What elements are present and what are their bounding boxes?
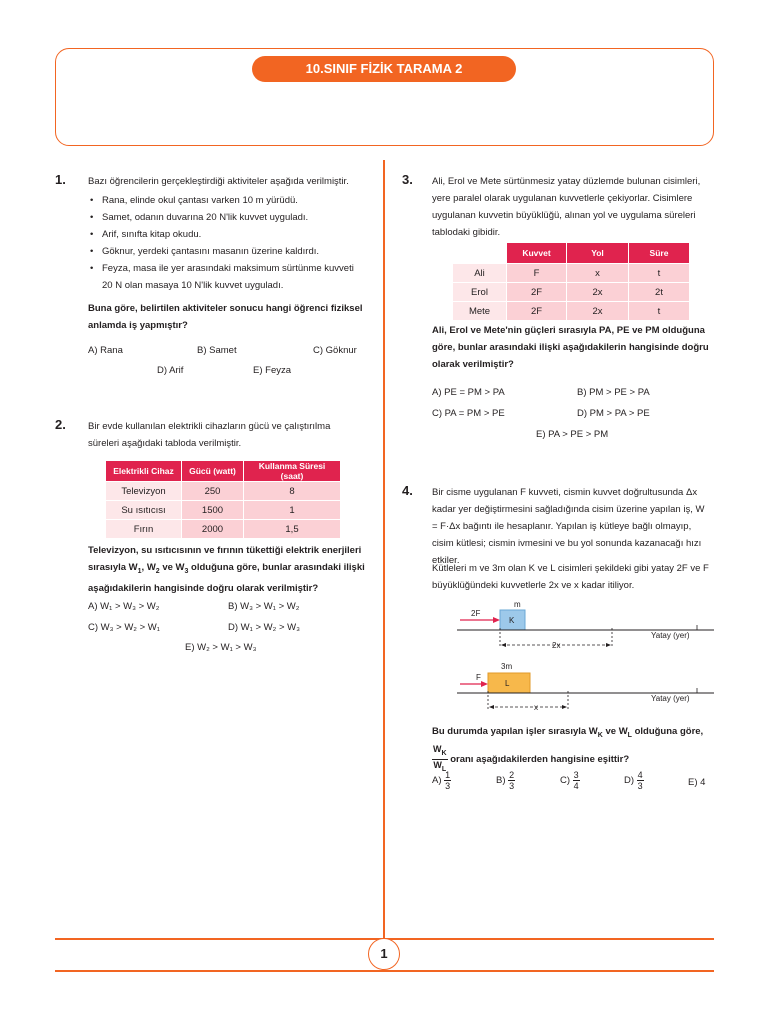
q3-option-b[interactable]: B) PM > PE > PA bbox=[577, 387, 650, 398]
q3-question: Ali, Erol ve Mete'nin güçleri sırasıyla PA, PE ve PM olduğuna göre, bunlar arasındaki ilişki aşağıdakilerin hangisinde doğru olarak verilmiştir? bbox=[432, 325, 709, 370]
q1-option-d[interactable]: D) Arif bbox=[157, 365, 184, 376]
k-distance-arrowhead-left bbox=[501, 643, 506, 647]
l-distance-arrowhead-right bbox=[562, 705, 567, 709]
table-cell: 2F bbox=[507, 283, 567, 302]
q3-force-table bbox=[452, 242, 690, 321]
list-item: • Rana, elinde okul çantası varken 10 m yürüdü. bbox=[88, 192, 364, 209]
table-cell: 2x bbox=[567, 302, 629, 321]
q2-option-a[interactable]: A) W₁ > W₃ > W₂ bbox=[88, 601, 160, 612]
k-block-label: K bbox=[509, 616, 515, 625]
q3-option-e[interactable]: E) PA > PE > PM bbox=[536, 429, 609, 440]
table-header-cell: Gücü (watt) bbox=[182, 461, 244, 482]
option-letter: B) bbox=[496, 775, 506, 787]
denominator: 3 bbox=[445, 781, 451, 791]
option-letter: D) bbox=[624, 775, 635, 787]
option-fraction bbox=[508, 770, 515, 791]
q4-option-b[interactable] bbox=[496, 770, 515, 791]
q1-option-b[interactable]: B) Samet bbox=[197, 345, 237, 356]
table-cell: x bbox=[567, 264, 629, 283]
q4-intro: Bir cisme uygulanan F kuvveti, cismin kuvvet doğrultusunda Δx kadar yer değiştirmesini sağladığında cisim üzerine yapılan iş, W = F·Δx bağıntı ile hesaplanır. Yapılan iş kütleye bağlı olmayıp, cisim kütlesi; cismin ivmesini ve bu yol sonunda kazanacağı hızı etkiler. bbox=[432, 487, 705, 566]
q2-question: Televizyon, su ısıtıcısının ve fırının tükettiği elektrik enerjileri sırasıyla $W_1$, $W_2$ ve $W_3$ olduğuna göre, bunlar arasındaki ilişki aşağıdakilerin hangisinde doğru olarak verilmiştir? bbox=[88, 545, 365, 594]
denominator: 3 bbox=[637, 781, 643, 791]
numerator: 2 bbox=[509, 770, 515, 780]
table-row bbox=[453, 283, 690, 302]
q1-block bbox=[88, 173, 364, 334]
l-force-arrowhead bbox=[481, 681, 488, 687]
table-cell: F bbox=[507, 264, 567, 283]
ground-label-top: Yatay (yer) bbox=[651, 631, 690, 640]
q4-option-a[interactable] bbox=[432, 770, 451, 791]
table-cell: Su ısıtıcısı bbox=[106, 501, 182, 520]
option-fraction bbox=[637, 770, 644, 791]
table-header-row bbox=[106, 461, 341, 482]
q1-option-e[interactable]: E) Feyza bbox=[253, 365, 292, 376]
table-cell: 1,5 bbox=[244, 520, 341, 539]
q4-option-c[interactable] bbox=[560, 770, 580, 791]
q3-option-d[interactable]: D) PM > PA > PE bbox=[577, 408, 650, 419]
table-cell: Ali bbox=[453, 264, 507, 283]
table-cell: Erol bbox=[453, 283, 507, 302]
table-header-cell: Süre bbox=[629, 243, 690, 264]
q2-option-b[interactable]: B) W₃ > W₁ > W₂ bbox=[228, 601, 300, 612]
option-fraction bbox=[444, 770, 451, 791]
q2-intro: Bir evde kullanılan elektrikli cihazların gücü ve çalıştırılma süreleri aşağıdaki tabloda verilmiştir. bbox=[88, 421, 331, 449]
q2-question-part-a: Televizyon, su ısıtıcısının ve fırının tükettiği elektrik enerjileri sırasıyla W bbox=[88, 545, 362, 573]
table-header-cell bbox=[453, 243, 507, 264]
q3-option-c[interactable]: C) PA = PM > PE bbox=[432, 408, 505, 419]
q4-number: 4. bbox=[402, 483, 413, 498]
numerator: 4 bbox=[637, 770, 643, 780]
l-distance-arrowhead-left bbox=[489, 705, 494, 709]
table-cell: 2F bbox=[507, 302, 567, 321]
q2-option-e[interactable]: E) W₂ > W₁ > W₃ bbox=[185, 642, 257, 653]
q1-option-a[interactable]: A) Rana bbox=[88, 345, 123, 356]
numerator: 1 bbox=[445, 770, 451, 780]
table-header-cell: Kullanma Süresi (saat) bbox=[244, 461, 341, 482]
l-mass-label: 3m bbox=[501, 662, 513, 671]
column-divider bbox=[383, 160, 385, 938]
list-item: • Arif, sınıfta kitap okudu. bbox=[88, 226, 364, 243]
table-header-cell: Yol bbox=[567, 243, 629, 264]
k-force-label: 2F bbox=[471, 609, 481, 618]
q4-option-d[interactable] bbox=[624, 770, 644, 791]
l-force-label: F bbox=[476, 673, 481, 682]
numerator: 3 bbox=[573, 770, 579, 780]
q1-number: 1. bbox=[55, 172, 66, 187]
l-block-label: L bbox=[505, 679, 510, 688]
k-mass-label: m bbox=[514, 600, 521, 609]
q1-option-c[interactable]: C) Göknur bbox=[313, 345, 357, 356]
denominator: 3 bbox=[509, 781, 515, 791]
table-row bbox=[453, 264, 690, 283]
table-row bbox=[106, 501, 341, 520]
table-header-cell: Elektrikli Cihaz bbox=[106, 461, 182, 482]
q3-option-a[interactable]: A) PE = PM > PA bbox=[432, 387, 505, 398]
table-row bbox=[106, 520, 341, 539]
k-distance-label: 2x bbox=[552, 641, 561, 650]
table-cell: 250 bbox=[182, 482, 244, 501]
q4-option-e[interactable]: E) 4 bbox=[688, 777, 706, 788]
table-cell: Mete bbox=[453, 302, 507, 321]
table-cell: t bbox=[629, 302, 690, 321]
table-cell: 8 bbox=[244, 482, 341, 501]
wk-wl-fraction: $\frac{W_K}{W_L}$ bbox=[433, 743, 447, 773]
q1-intro: Bazı öğrencilerin gerçekleştirdiği aktiviteler aşağıda verilmiştir. bbox=[88, 176, 349, 187]
table-row bbox=[453, 302, 690, 321]
l-distance-label: x bbox=[534, 703, 538, 712]
q2-question-part-b: ki ilişki aşağıdakilerin hangisinde doğru olarak verilmiştir? bbox=[88, 562, 365, 594]
k-force-arrowhead bbox=[493, 617, 500, 623]
page-title: 10.SINIF FİZİK TARAMA 2 bbox=[252, 56, 516, 82]
q4-intro-2: Kütleleri m ve 3m olan K ve L cisimleri şekildeki gibi yatay 2F ve F büyüklüğündeki kuvvetlerle 2x ve x kadar itiliyor. bbox=[432, 563, 709, 591]
table-cell: 1500 bbox=[182, 501, 244, 520]
denominator: 4 bbox=[573, 781, 579, 791]
list-item: • Göknur, yerdeki çantasını masanın üzerine kaldırdı. bbox=[88, 243, 364, 260]
q1-question: Buna göre, belirtilen aktiviteler sonucu hangi öğrenci fiziksel anlamda iş yapmıştır? bbox=[88, 303, 363, 331]
list-item: • Samet, odanın duvarına 20 N'lik kuvvet uyguladı. bbox=[88, 209, 364, 226]
table-header-row bbox=[453, 243, 690, 264]
option-fraction bbox=[573, 770, 580, 791]
q2-option-d[interactable]: D) W₁ > W₂ > W₃ bbox=[228, 622, 300, 633]
q3-number: 3. bbox=[402, 172, 413, 187]
table-cell: Fırın bbox=[106, 520, 182, 539]
table-cell: 1 bbox=[244, 501, 341, 520]
table-header-cell: Kuvvet bbox=[507, 243, 567, 264]
footer-line-bottom bbox=[55, 970, 714, 972]
ground-label-bottom: Yatay (yer) bbox=[651, 694, 690, 703]
table-cell: 2t bbox=[629, 283, 690, 302]
table-row bbox=[106, 482, 341, 501]
q4-question: Bu durumda yapılan işler sırasıyla $W_K$ ve $W_L$ olduğuna göre, $\frac{W_K}{W_L}$ oranı aşağıdakilerden hangisine eşittir? bbox=[432, 726, 704, 773]
q4-question-part-a: Bu durumda yapılan işler sırasıyla W bbox=[432, 726, 598, 737]
list-item: • Feyza, masa ile yer arasındaki maksimum sürtünme kuvveti 20 N olan masaya 10 N'lik kuvvet uyguladı. bbox=[88, 260, 364, 294]
table-cell: Televizyon bbox=[106, 482, 182, 501]
q2-device-table bbox=[105, 460, 341, 539]
table-cell: t bbox=[629, 264, 690, 283]
k-distance-arrowhead-right bbox=[606, 643, 611, 647]
q2-number: 2. bbox=[55, 417, 66, 432]
option-letter: C) bbox=[560, 775, 571, 787]
page-number: 1 bbox=[368, 938, 400, 970]
option-letter: A) bbox=[432, 775, 442, 787]
q4-question-part-b: oranı aşağıdakilerden hangisine eşittir? bbox=[450, 753, 630, 765]
q2-option-c[interactable]: C) W₃ > W₂ > W₁ bbox=[88, 622, 160, 633]
table-cell: 2000 bbox=[182, 520, 244, 539]
q4-figure bbox=[452, 598, 722, 714]
q3-intro: Ali, Erol ve Mete sürtünmesiz yatay düzlemde bulunan cisimleri, yere paralel olarak uygulanan kuvvetlerle çekiyorlar. Cisimlere uygulanan kuvvetin büyüklüğü, alınan yol ve uygulama süreleri tablodaki gibidir. bbox=[432, 176, 701, 238]
q1-activity-list bbox=[88, 192, 364, 294]
table-cell: 2x bbox=[567, 283, 629, 302]
